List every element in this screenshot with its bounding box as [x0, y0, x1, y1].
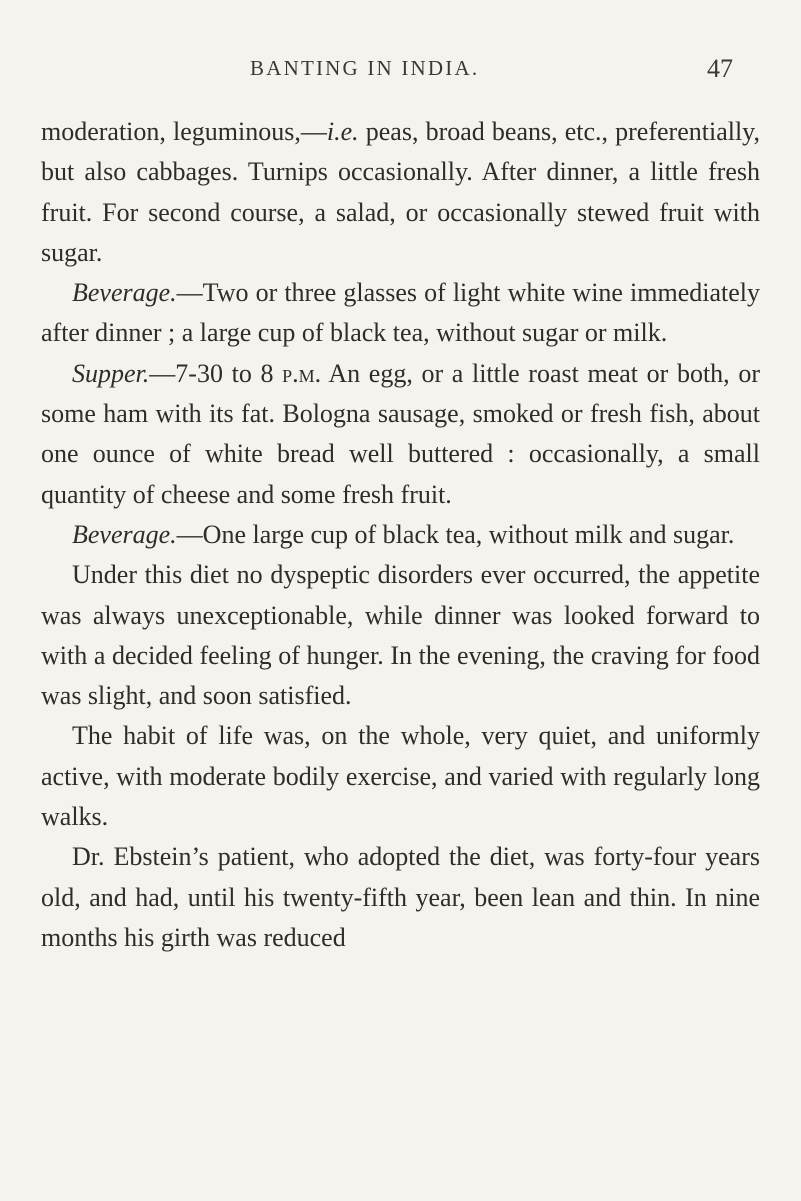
- paragraph-ebstein-patient: [41, 837, 760, 958]
- paragraph-beverage-supper: [41, 515, 760, 555]
- paragraph-text: The habit of life was, on the whole, very quiet, and uniformly active, with moderate bodily exercise, and varied with regularly long walks.: [41, 721, 760, 832]
- paragraph-beverage-dinner: [41, 273, 760, 354]
- paragraph-text: An egg, or a little roast meat or both, or some ham with its fat. Bologna sausage, smoked or fresh fish, about one ounce of white bread well buttered : occasionally, a small quantity of cheese and some fresh fruit.: [41, 358, 760, 509]
- body-text: [41, 112, 760, 958]
- page-number: 47: [707, 54, 733, 83]
- section-label: Beverage.: [72, 278, 177, 308]
- paragraph-moderation: [41, 112, 760, 273]
- paragraph-text: moderation, leguminous,—: [41, 117, 327, 146]
- paragraph-diet-outcome: [41, 555, 760, 716]
- paragraph-text: peas, broad beans, etc., preferentially, but also cabbages. Turnips occasionally. After dinner, a little fresh fruit. For second course, a salad, or occasionally stewed fruit with sugar.: [41, 117, 760, 267]
- time-abbreviation: p.m.: [282, 358, 322, 388]
- paragraph-text: —7-30 to 8: [149, 358, 283, 388]
- section-label: Beverage.: [72, 519, 177, 549]
- section-label: Supper.: [72, 358, 150, 388]
- paragraph-habit-of-life: [41, 716, 760, 837]
- ie-abbreviation: i.e.: [326, 117, 359, 146]
- running-head: [0, 56, 801, 90]
- paragraph-text: Dr. Ebstein’s patient, who adopted the diet, was forty-four years old, and had, until his twenty-fifth year, been lean and thin. In nine months his girth was reduced: [41, 842, 760, 952]
- running-title: BANTING IN INDIA.: [250, 56, 480, 80]
- paragraph-text: —One large cup of black tea, without milk and sugar.: [176, 519, 735, 549]
- paragraph-supper: [41, 354, 760, 515]
- paragraph-text: —Two or three glasses of light white wine immediately after dinner ; a large cup of black tea, without sugar or milk.: [41, 278, 760, 348]
- paragraph-text: Under this diet no dyspeptic disorders ever occurred, the appetite was always unexceptionable, while dinner was looked forward to with a decided feeling of hunger. In the evening, the craving for food was slight, and soon satisfied.: [41, 560, 760, 711]
